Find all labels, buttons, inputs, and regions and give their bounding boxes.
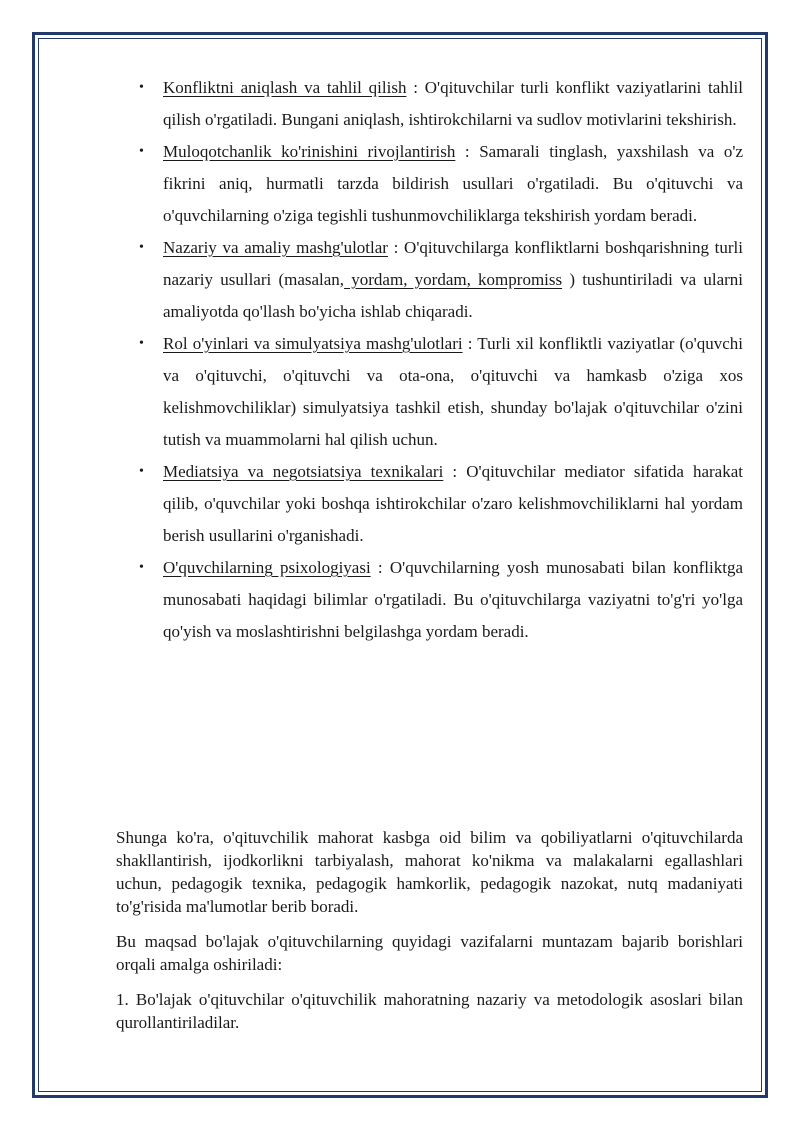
list-item: [139, 456, 743, 552]
paragraph: Bu maqsad bo'lajak o'qituvchilarning quyidagi vazifalarni muntazam bajarib borishlari orqali amalga oshiriladi:: [116, 932, 743, 974]
list-item-term: Konfliktni aniqlash va tahlil qilish: [163, 78, 407, 97]
list-item: [139, 72, 743, 136]
bullet-icon: •: [139, 464, 144, 479]
bullet-icon: •: [139, 560, 144, 575]
bullet-list: [139, 72, 744, 648]
bullet-icon: •: [139, 336, 144, 351]
list-item: [139, 328, 744, 456]
list-item-text: : O'qituvchilar turli konflikt vaziyatlarini tahlil qilish o'rgatiladi. Bungani aniqlash, ishtirokchilarni va sudlov motivlarini tekshirish.: [163, 78, 743, 129]
list-item-text-after: ) tushuntiriladi va ularni amaliyotda qo'llash bo'yicha ishlab chiqaradi.: [163, 270, 743, 321]
list-item-term: O'quvchilarning psixologiyasi: [163, 558, 371, 577]
bullet-icon: •: [139, 80, 144, 95]
list-item-term-inline: yordam, yordam, kompromiss: [344, 270, 563, 289]
list-item: [139, 136, 743, 232]
list-item-term: Rol o'yinlari va simulyatsiya mashg'ulotlari: [163, 334, 463, 353]
list-item-term: Muloqotchanlik ko'rinishini rivojlantirish: [163, 142, 456, 161]
paragraph: Shunga ko'ra, o'qituvchilik mahorat kasbga oid bilim va qobiliyatlarni o'qituvchilarda shakllantirish, ijodkorlikni tarbiyalash, mahorat ko'nikma va malakalarni egallashlari uchun, pedagogik texnika, pedagogik hamkorlik, pedagogik nazokat, nutq madaniyati to'g'risida ma'lumotlar berib boradi.: [116, 828, 743, 916]
list-item-term: Nazariy va amaliy mashg'ulotlar: [163, 238, 388, 257]
list-item: [139, 232, 743, 328]
list-item-text: : Turli xil konfliktli vaziyatlar (o'quvchi va o'qituvchi, o'qituvchi va ota-ona, o'qituvchi va hamkasb o'ziga xos kelishmovchiliklar) simulyatsiya tashkil etish, shunday bo'lajak o'qituvchilar o'zini tutish va muammolarni hal qilish uchun.: [163, 334, 744, 449]
list-item-term: Mediatsiya va negotsiatsiya texnikalari: [163, 462, 444, 481]
list-item-text: : O'qituvchilar mediator sifatida harakat qilib, o'quvchilar yoki boshqa ishtirokchilar o'zaro kelishmovchiliklarni hal yordam berish usullarini o'rganishadi.: [163, 462, 743, 545]
body-paragraphs: [116, 826, 743, 1046]
paragraph: 1. Bo'lajak o'qituvchilar o'qituvchilik mahoratning nazariy va metodologik asoslari bilan qurollantiriladilar.: [116, 990, 743, 1032]
list-item-text: : O'quvchilarning yosh munosabati bilan konfliktga munosabati haqidagi bilimlar o'rgatiladi. Bu o'qituvchilarga vaziyatni to'g'ri yo'lga qo'yish va moslashtirishni belgilashga yordam beradi.: [163, 558, 744, 641]
list-item: [139, 552, 744, 648]
list-item-text: : Samarali tinglash, yaxshilash va o'z fikrini aniq, hurmatli tarzda bildirish usullari o'rgatiladi. Bu o'qituvchi va o'quvchilarning o'ziga tegishli tushunmovchiliklarga tekshirish yordam beradi.: [163, 142, 743, 225]
list-item-text: : O'qituvchilarga konfliktlarni boshqarishning turli nazariy usullari (masalan,: [163, 238, 743, 289]
bullet-icon: •: [139, 144, 144, 159]
bullet-icon: •: [139, 240, 144, 255]
